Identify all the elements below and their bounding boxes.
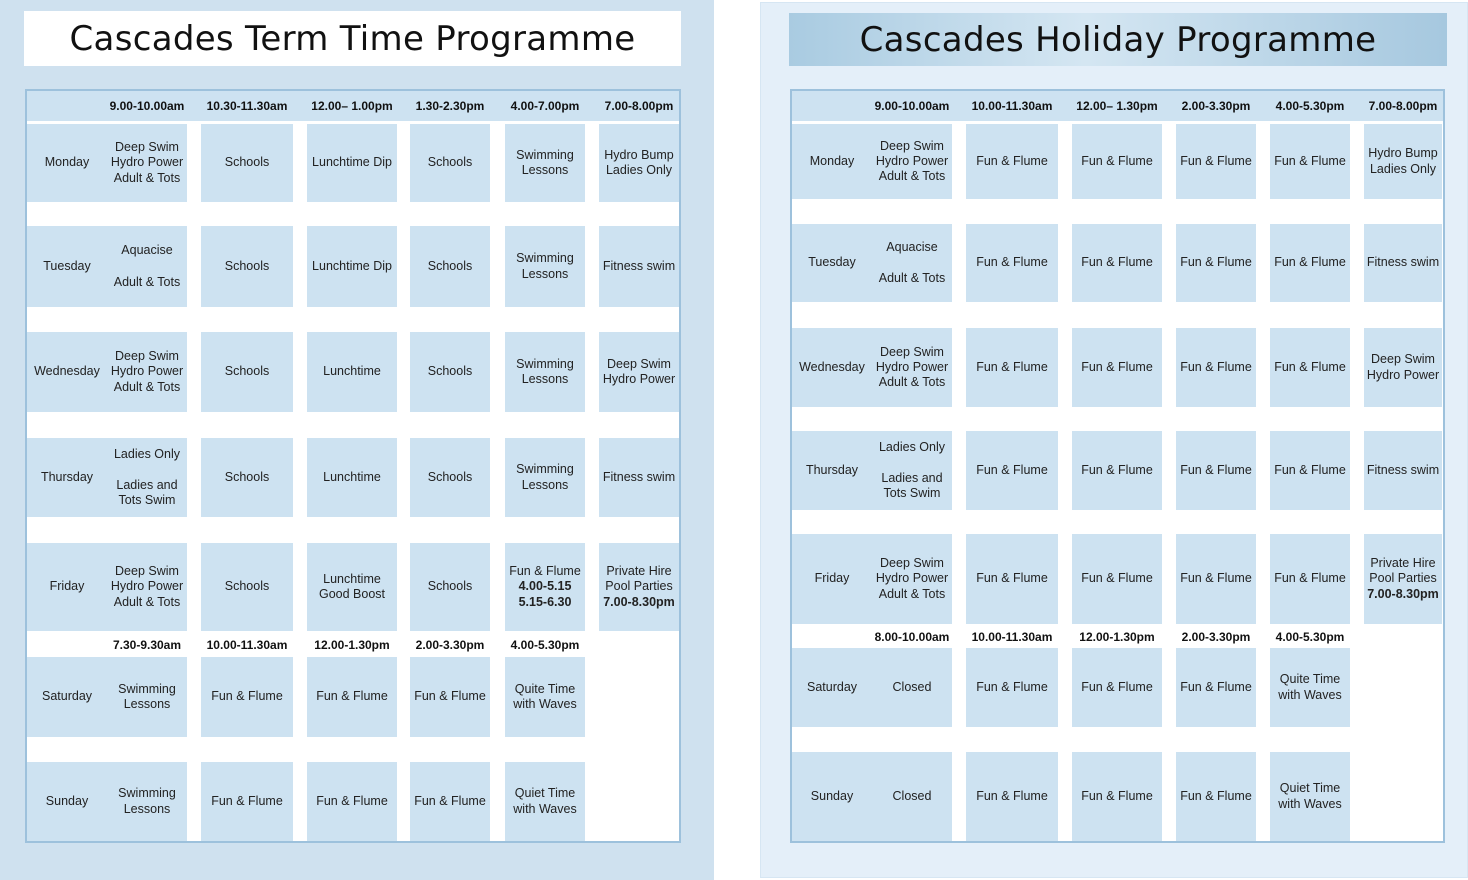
term-session-cell (410, 226, 490, 307)
session-text: Hydro Power (110, 579, 184, 594)
holiday-session-cell (1072, 534, 1162, 624)
term-day-monday (27, 124, 107, 202)
holiday-weekend-header-time: 10.00-11.30am (971, 630, 1053, 644)
term-session-cell (307, 226, 397, 307)
holiday-session-cell (1270, 328, 1350, 407)
session-text: Fun & Flume (414, 689, 486, 704)
session-text: with Waves (513, 697, 577, 711)
term-session-cell (410, 438, 490, 517)
session-text: Ladies Only (113, 446, 180, 461)
term-session-cell (201, 124, 293, 202)
session-text: Swimming (516, 251, 574, 266)
term-session-cell (599, 124, 679, 202)
term-session-cell (307, 438, 397, 517)
session-text: Schools (427, 258, 473, 273)
holiday-header-time: 7.00-8.00pm (1368, 99, 1438, 113)
session-text: Lunchtime Dip (312, 155, 392, 170)
session-text: Schools (224, 469, 270, 484)
session-text: Tots Swim (883, 486, 941, 501)
term-weekend-header-time: 4.00-5.30pm (510, 638, 580, 652)
holiday-session-cell (1072, 124, 1162, 199)
term-session-cell (505, 762, 585, 841)
session-text: Deep Swim (115, 140, 179, 155)
holiday-session-cell (966, 752, 1058, 841)
term-session-cell (599, 543, 679, 631)
session-text: 5.15-6.30 (518, 594, 572, 609)
session-text: Fun & Flume (316, 689, 388, 704)
session-text: Fun & Flume (1081, 255, 1153, 270)
holiday-weekend-header-time: 8.00-10.00am (874, 630, 950, 644)
term-session-cell (599, 226, 679, 307)
session-text: Fun & Flume (1180, 571, 1252, 586)
term-session-cell (107, 124, 187, 202)
session-text: Fun & Flume (976, 679, 1048, 694)
term-session-cell (410, 657, 490, 737)
term-session-cell (505, 438, 585, 517)
session-text: Schools (224, 155, 270, 170)
holiday-session-cell (1176, 224, 1256, 302)
session-text: Fun & Flume (976, 255, 1048, 270)
session-text: Fun & Flume (1081, 571, 1153, 586)
session-text: Schools (224, 364, 270, 379)
session-text: Quiet Time (1279, 781, 1341, 796)
session-text: Adult & Tots (878, 169, 946, 184)
session-text: Schools (427, 579, 473, 594)
holiday-session-cell (1072, 224, 1162, 302)
session-text: with Waves (1278, 687, 1342, 702)
term-session-cell (307, 657, 397, 737)
session-text: Lunchtime (323, 571, 381, 586)
holiday-session-cell (1270, 224, 1350, 302)
term-header-time: 10.30-11.30am (206, 99, 288, 113)
holiday-session-cell (1072, 328, 1162, 407)
holiday-session-cell (1176, 534, 1256, 624)
session-text: Fun & Flume (1081, 788, 1153, 803)
session-text: Schools (427, 364, 473, 379)
session-text: Adult & Tots (113, 379, 181, 394)
session-text: Lessons (123, 801, 171, 816)
term-weekend-header-time: 7.30-9.30am (112, 638, 182, 652)
session-text: Hydro Bump (604, 147, 674, 162)
holiday-header-time: 10.00-11.30am (971, 99, 1053, 113)
session-text: Ladies Only (878, 439, 945, 454)
session-text: Fun & Flume (976, 462, 1048, 477)
holiday-weekend-header-time: 12.00-1.30pm (1079, 630, 1155, 644)
session-text: Swimming (118, 681, 176, 696)
term-header-time: 1.30-2.30pm (415, 99, 485, 113)
session-text: Fun & Flume (976, 571, 1048, 586)
session-text: Fun & Flume (1081, 462, 1153, 477)
holiday-header-time: 9.00-10.00am (874, 99, 950, 113)
session-text: Aquacise (886, 239, 938, 254)
session-text: Adult & Tots (878, 271, 946, 285)
session-text: Schools (427, 155, 473, 170)
term-session-cell (505, 332, 585, 412)
session-text: Fun & Flume (1274, 359, 1346, 374)
session-text: Pool Parties (1369, 571, 1437, 586)
session-text: Fitness swim (1366, 255, 1440, 270)
term-session-cell (599, 438, 679, 517)
term-session-cell (307, 543, 397, 631)
session-text: Swimming (118, 786, 176, 801)
session-text: Hydro Power (110, 155, 184, 170)
session-text: Lunchtime (323, 469, 381, 484)
holiday-day-wednesday (792, 328, 872, 407)
session-text: Ladies Only (605, 163, 672, 177)
term-session-cell (505, 657, 585, 737)
session-text: Hydro Power (1366, 367, 1440, 382)
term-day-saturday (27, 657, 107, 737)
session-text: Schools (224, 579, 270, 594)
holiday-session-cell (872, 534, 952, 624)
term-session-cell (201, 438, 293, 517)
session-text: Hydro Power (602, 372, 676, 386)
holiday-session-cell (1364, 431, 1442, 510)
holiday-day-thursday (792, 431, 872, 510)
session-text: Schools (224, 258, 270, 273)
day-label: Wednesday (799, 359, 865, 374)
holiday-session-cell (966, 328, 1058, 407)
holiday-day-friday (792, 534, 872, 624)
session-text: Swimming (516, 147, 574, 162)
holiday-session-cell (1364, 224, 1442, 302)
day-label: Wednesday (34, 364, 100, 379)
holiday-day-monday (792, 124, 872, 199)
session-text: Schools (427, 469, 473, 484)
day-label: Monday (809, 153, 855, 168)
term-session-cell (505, 124, 585, 202)
session-text: Private Hire (1370, 556, 1436, 571)
session-text: Fun & Flume (1081, 153, 1153, 168)
session-text: 7.00-8.30pm (603, 594, 675, 609)
term-session-cell (307, 762, 397, 841)
term-day-tuesday (27, 226, 107, 307)
holiday-session-cell (1270, 124, 1350, 199)
session-text: Swimming (516, 356, 574, 371)
session-text: Fun & Flume (1180, 255, 1252, 270)
holiday-session-cell (966, 224, 1058, 302)
session-text: Adult & Tots (878, 375, 946, 390)
holiday-session-cell (1072, 648, 1162, 727)
session-text: Ladies Only (1369, 161, 1436, 176)
holiday-session-cell (1176, 648, 1256, 727)
session-text: with Waves (513, 801, 577, 816)
holiday-session-cell (1270, 431, 1350, 510)
session-text: Closed (892, 788, 932, 803)
holiday-session-cell (1364, 124, 1442, 199)
session-text: Swimming (516, 462, 574, 477)
session-text: Adult & Tots (113, 274, 181, 289)
session-text: Lessons (521, 372, 569, 386)
term-session-cell (201, 657, 293, 737)
day-label: Thursday (40, 469, 94, 484)
session-text: Fun & Flume (1180, 679, 1252, 694)
holiday-session-cell (872, 124, 952, 199)
holiday-session-cell (1176, 328, 1256, 407)
session-text: Ladies and (116, 477, 178, 492)
term-session-cell (307, 332, 397, 412)
term-session-cell (410, 762, 490, 841)
session-text: Fun & Flume (211, 793, 283, 808)
session-text: Good Boost (318, 587, 385, 601)
holiday-session-cell (872, 431, 952, 510)
session-text: Fun & Flume (1274, 462, 1346, 477)
holiday-session-cell (1176, 752, 1256, 841)
term-header-time: 7.00-8.00pm (604, 99, 674, 113)
session-text: Hydro Power (110, 364, 184, 379)
term-session-cell (505, 226, 585, 307)
day-label: Saturday (41, 689, 93, 704)
holiday-header-time: 4.00-5.30pm (1275, 99, 1345, 113)
term-session-cell (107, 543, 187, 631)
term-session-cell (107, 332, 187, 412)
session-text: Quiet Time (514, 786, 576, 801)
term-weekend-header-time: 2.00-3.30pm (415, 638, 485, 652)
session-text: Fun & Flume (1081, 359, 1153, 374)
session-text: Adult & Tots (113, 594, 181, 609)
day-label: Sunday (45, 793, 89, 808)
session-text: Quite Time (1279, 672, 1341, 687)
day-label: Sunday (810, 788, 854, 803)
day-label: Thursday (805, 462, 859, 477)
term-session-cell (201, 762, 293, 841)
session-text: Deep Swim (607, 356, 671, 371)
holiday-weekend-header-time: 4.00-5.30pm (1275, 630, 1345, 644)
session-text: 7.00-8.30pm (1367, 586, 1439, 601)
session-text: Deep Swim (880, 556, 944, 571)
session-text: Deep Swim (115, 349, 179, 364)
holiday-session-cell (1364, 534, 1442, 624)
day-label: Friday (49, 579, 85, 594)
session-text: Closed (892, 679, 932, 694)
term-weekend-header-time: 12.00-1.30pm (314, 638, 390, 652)
term-title: Cascades Term Time Programme (24, 11, 681, 66)
holiday-session-cell (872, 224, 952, 302)
session-text: Adult & Tots (878, 586, 946, 601)
session-text: Lessons (521, 477, 569, 492)
term-session-cell (107, 438, 187, 517)
holiday-day-sunday (792, 752, 872, 841)
session-text: Fitness swim (602, 469, 676, 484)
session-text: Deep Swim (1371, 352, 1435, 367)
session-text: Lunchtime Dip (312, 258, 392, 273)
holiday-session-cell (1176, 431, 1256, 510)
holiday-session-cell (1072, 752, 1162, 841)
session-text: Fun & Flume (414, 793, 486, 808)
session-text: Tots Swim (118, 493, 176, 508)
holiday-session-cell (872, 648, 952, 727)
term-header-time: 9.00-10.00am (109, 99, 185, 113)
session-text: Fun & Flume (1180, 788, 1252, 803)
session-text: Private Hire (606, 564, 672, 579)
holiday-session-cell (966, 124, 1058, 199)
term-session-cell (107, 657, 187, 737)
session-text: Deep Swim (880, 138, 944, 153)
session-text: Fun & Flume (1180, 359, 1252, 374)
term-session-cell (201, 332, 293, 412)
session-text: 4.00-5.15 (518, 579, 572, 594)
session-text: Lessons (521, 163, 569, 177)
term-weekend-header-time: 10.00-11.30am (206, 638, 288, 652)
session-text: Fun & Flume (976, 788, 1048, 803)
session-text: Fun & Flume (1180, 153, 1252, 168)
holiday-session-cell (966, 648, 1058, 727)
term-session-cell (505, 543, 585, 631)
session-text: Ladies and (881, 470, 943, 485)
term-session-cell (307, 124, 397, 202)
holiday-session-cell (872, 328, 952, 407)
session-text: Fun & Flume (1180, 462, 1252, 477)
term-header-time: 4.00-7.00pm (510, 99, 580, 113)
term-session-cell (107, 762, 187, 841)
holiday-weekend-header-time: 2.00-3.30pm (1181, 630, 1251, 644)
term-day-wednesday (27, 332, 107, 412)
holiday-day-tuesday (792, 224, 872, 302)
holiday-session-cell (966, 431, 1058, 510)
day-label: Monday (44, 155, 90, 170)
day-label: Friday (814, 571, 850, 586)
session-text: with Waves (1278, 796, 1342, 811)
session-text: Fun & Flume (1274, 255, 1346, 270)
term-day-friday (27, 543, 107, 631)
session-text: Hydro Bump (1368, 146, 1438, 161)
day-label: Tuesday (43, 258, 91, 273)
session-text: Fun & Flume (211, 689, 283, 704)
holiday-day-saturday (792, 648, 872, 727)
term-day-thursday (27, 438, 107, 517)
session-text: Adult & Tots (113, 170, 181, 185)
holiday-session-cell (1270, 752, 1350, 841)
term-session-cell (410, 332, 490, 412)
session-text: Hydro Power (875, 153, 949, 168)
session-text: Fun & Flume (976, 359, 1048, 374)
session-text: Lessons (521, 266, 569, 281)
holiday-session-cell (1072, 431, 1162, 510)
session-text: Fun & Flume (316, 793, 388, 808)
session-text: Hydro Power (875, 359, 949, 374)
term-session-cell (599, 332, 679, 412)
term-day-sunday (27, 762, 107, 841)
session-text: Quite Time (514, 681, 576, 696)
term-session-cell (410, 124, 490, 202)
session-text: Pool Parties (605, 579, 673, 594)
holiday-session-cell (872, 752, 952, 841)
holiday-session-cell (1270, 648, 1350, 727)
session-text: Fitness swim (602, 258, 676, 273)
holiday-title: Cascades Holiday Programme (789, 13, 1447, 66)
term-session-cell (201, 226, 293, 307)
holiday-session-cell (1270, 534, 1350, 624)
session-text: Deep Swim (880, 344, 944, 359)
session-text: Aquacise (121, 243, 173, 258)
session-text: Lunchtime (323, 364, 381, 379)
session-text: Fun & Flume (1274, 571, 1346, 586)
session-text: Fitness swim (1366, 462, 1440, 477)
session-text: Deep Swim (115, 564, 179, 579)
holiday-header-time: 12.00– 1.30pm (1076, 99, 1158, 113)
session-text: Fun & Flume (509, 564, 581, 579)
day-label: Saturday (806, 679, 858, 694)
holiday-session-cell (1364, 328, 1442, 407)
session-text: Fun & Flume (976, 153, 1048, 168)
holiday-header-time: 2.00-3.30pm (1181, 99, 1251, 113)
term-session-cell (201, 543, 293, 631)
term-header-time: 12.00– 1.00pm (311, 99, 393, 113)
holiday-session-cell (966, 534, 1058, 624)
session-text: Hydro Power (875, 571, 949, 586)
session-text: Fun & Flume (1081, 679, 1153, 694)
session-text: Lessons (123, 697, 171, 711)
term-session-cell (107, 226, 187, 307)
term-session-cell (410, 543, 490, 631)
session-text: Fun & Flume (1274, 153, 1346, 168)
day-label: Tuesday (808, 255, 856, 270)
holiday-session-cell (1176, 124, 1256, 199)
